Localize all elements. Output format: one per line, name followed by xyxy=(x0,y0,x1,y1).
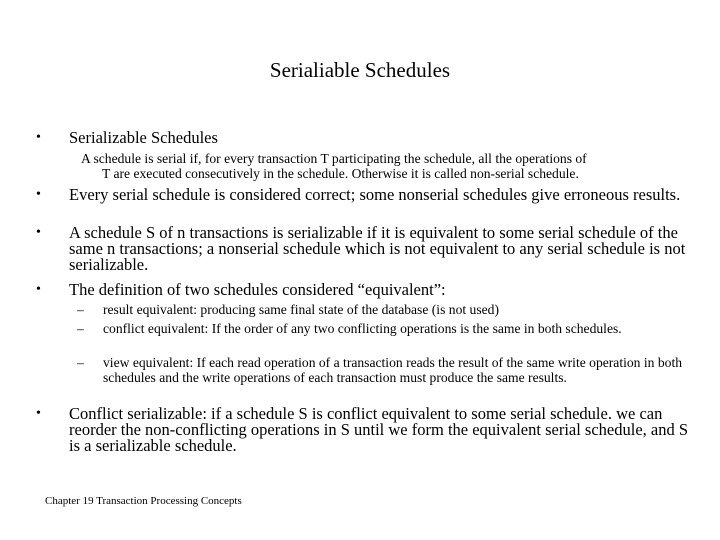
slide-title: Serialiable Schedules xyxy=(269,58,451,82)
bullet-serializable-definition: A schedule S of n transactions is serializable if it is equivalent to some serial schedule of the same n transactions; a nonserial schedule which is not equivalent to any serial schedule is not serializable. xyxy=(69,223,686,274)
bullet-serial-correct: Every serial schedule is considered correct; some nonserial schedules give erroneous results. xyxy=(69,185,681,204)
bullet-mark: • xyxy=(36,130,41,145)
serial-definition-line1: A schedule is serial if, for every transaction T participating the schedule, all the operations of xyxy=(81,151,587,166)
sub-bullet-view-equivalent: view equivalent: If each read operation of a transaction reads the result of the same write operation in both schedules and the write operations of each transaction must produce the same results. xyxy=(103,355,683,385)
bullet-equivalent-definition: The definition of two schedules considered “equivalent”: xyxy=(69,280,446,299)
bullet-mark: • xyxy=(36,225,41,240)
dash-mark: – xyxy=(77,302,84,317)
serial-definition xyxy=(81,151,681,181)
bullet-mark: • xyxy=(36,187,41,202)
sub-bullet-result-equivalent: result equivalent: producing same final state of the database (is not used) xyxy=(103,302,499,317)
bullet-mark: • xyxy=(36,406,41,421)
bullet-conflict-serializable: Conflict serializable: if a schedule S is conflict equivalent to some serial schedule. we can reorder the non-conflicting operations in S until we form the equivalent serial schedule, and S is a serializable schedule. xyxy=(69,404,689,455)
dash-mark: – xyxy=(77,321,84,336)
sub-bullet-conflict-equivalent: conflict equivalent: If the order of any two conflicting operations is the same in both schedules. xyxy=(103,321,622,336)
slide-footer: Chapter 19 Transaction Processing Concepts xyxy=(45,495,242,507)
dash-mark: – xyxy=(77,355,84,370)
serial-definition-line2: T are executed consecutively in the schedule. Otherwise it is called non-serial schedule. xyxy=(102,166,579,181)
bullet-serializable-schedules: Serializable Schedules xyxy=(69,128,218,147)
bullet-mark: • xyxy=(36,282,41,297)
